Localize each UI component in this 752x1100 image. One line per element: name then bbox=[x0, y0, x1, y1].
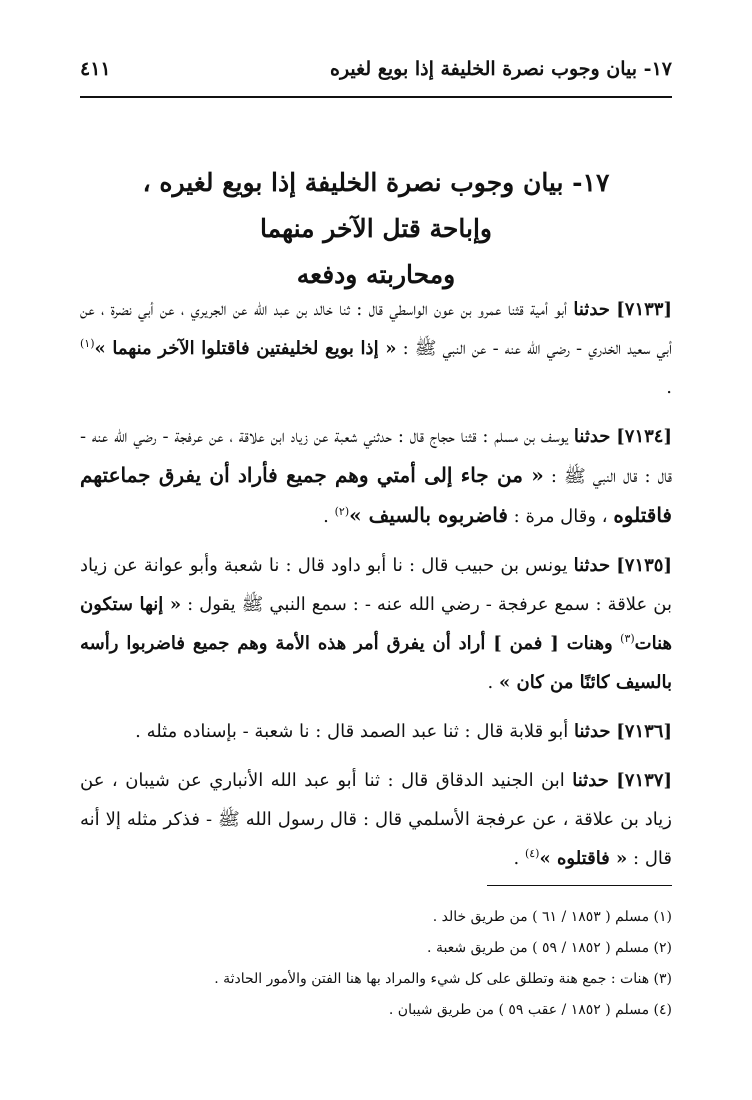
page-number: ٤١١ bbox=[80, 58, 111, 80]
haddathana: حدثنا bbox=[574, 721, 611, 742]
isnad: ابن الجنيد الدقاق قال : ثنا أبو عبد الله الأنباري عن شيبان ، عن زياد بن علاقة ، عن عرفجة الأسلمي قال : قال رسول الله ﷺ - فذكر مثله إلا أنه قال : bbox=[80, 770, 672, 869]
matn-continued: وهنات [ فمن ] أراد أن يفرق أمر هذه الأمة وهم جميع فاضربوا رأسه بالسيف كائنًا من كان » bbox=[80, 633, 672, 693]
footnotes bbox=[80, 902, 672, 1026]
hadith-7133 bbox=[80, 290, 672, 407]
matn: « إذا بويع لخليفتين فاقتلوا الآخر منهما » bbox=[94, 338, 397, 359]
footnote-3: (٣) هنات : جمع هنة وتطلق على كل شيء والمراد بها هنا الفتن والأمور الحادثة . bbox=[214, 971, 672, 987]
header-rule bbox=[80, 96, 672, 98]
hadith-number: [٧١٣٤] bbox=[616, 426, 672, 447]
isnad: أبو قلابة قال : ثنا عبد الصمد قال : نا شعبة - بإسناده مثله . bbox=[135, 721, 569, 742]
matn: « فاقتلوه » bbox=[539, 848, 628, 869]
matn-variant: فاضربوه بالسيف » bbox=[349, 503, 508, 527]
hadith-number: [٧١٣٣] bbox=[616, 299, 672, 320]
hadith-7136 bbox=[80, 712, 672, 751]
running-header bbox=[80, 58, 672, 80]
footnote-2: (٢) مسلم ( ١٨٥٢ / ٥٩ ) من طريق شعبة . bbox=[427, 940, 672, 956]
footnote-ref: (١) bbox=[80, 337, 95, 350]
haddathana: حدثنا bbox=[572, 770, 609, 791]
hadith-7134 bbox=[80, 417, 672, 536]
footnote-4: (٤) مسلم ( ١٨٥٢ / عقب ٥٩ ) من طريق شيبان . bbox=[388, 1002, 672, 1018]
hadith-tail: . bbox=[487, 672, 494, 693]
haddathana: حدثنا bbox=[573, 555, 611, 576]
hadith-list bbox=[80, 290, 672, 888]
haddathana: حدثنا bbox=[573, 299, 610, 320]
isnad: أبو أمية قثنا عمرو بن عون الواسطي قال : ثنا خالد بن عبد الله عن الجريري ، عن أبي نضرة ، عن أبي سعيد الخدري - رضي الله عنه - عن النبي ﷺ : bbox=[80, 299, 672, 359]
chapter-heading-line-1: ١٧- بيان وجوب نصرة الخليفة إذا بويع لغيره ، bbox=[142, 168, 610, 197]
haddathana: حدثنا bbox=[573, 426, 611, 447]
chapter-heading bbox=[80, 160, 672, 298]
hadith-number: [٧١٣٦] bbox=[616, 721, 672, 742]
hadith-number: [٧١٣٥] bbox=[616, 555, 672, 576]
running-title: ١٧- بيان وجوب نصرة الخليفة إذا بويع لغيره bbox=[329, 58, 672, 80]
matn: « إنها ستكون هنات bbox=[80, 594, 673, 654]
isnad: يوسف بن مسلم : قثنا حجاج قال : حدثني شعبة عن زياد ابن علاقة ، عن عرفجة - رضي الله عنه - قال : قال النبي ﷺ : bbox=[80, 426, 672, 487]
footnote-1: (١) مسلم ( ١٨٥٣ / ٦١ ) من طريق خالد . bbox=[432, 909, 672, 925]
hadith-7137 bbox=[80, 761, 672, 878]
hadith-7135 bbox=[80, 546, 672, 702]
footnote-ref: (٤) bbox=[524, 847, 540, 860]
chapter-heading-line-2: وإباحة قتل الآخر منهما bbox=[260, 214, 492, 243]
hadith-number: [٧١٣٧] bbox=[616, 770, 672, 791]
hadith-tail: . bbox=[513, 848, 520, 869]
footnote-ref: (٢) bbox=[334, 505, 350, 518]
footnote-rule bbox=[487, 885, 672, 886]
matn: « من جاء إلى أمتي وهم جميع فأراد أن يفرق جماعتهم فاقتلوه bbox=[80, 463, 672, 527]
hadith-tail: . bbox=[323, 506, 329, 527]
hadith-tail: . bbox=[666, 377, 672, 398]
footnote-ref: (٣) bbox=[620, 632, 635, 645]
isnad: يونس بن حبيب قال : نا أبو داود قال : نا شعبة وأبو عوانة عن زياد بن علاقة : سمع عرفجة - رضي الله عنه - : سمع النبي ﷺ يقول : bbox=[80, 555, 672, 615]
matn-connector: ، وقال مرة : bbox=[513, 506, 608, 527]
chapter-heading-line-3: ومحاربته ودفعه bbox=[296, 260, 456, 289]
